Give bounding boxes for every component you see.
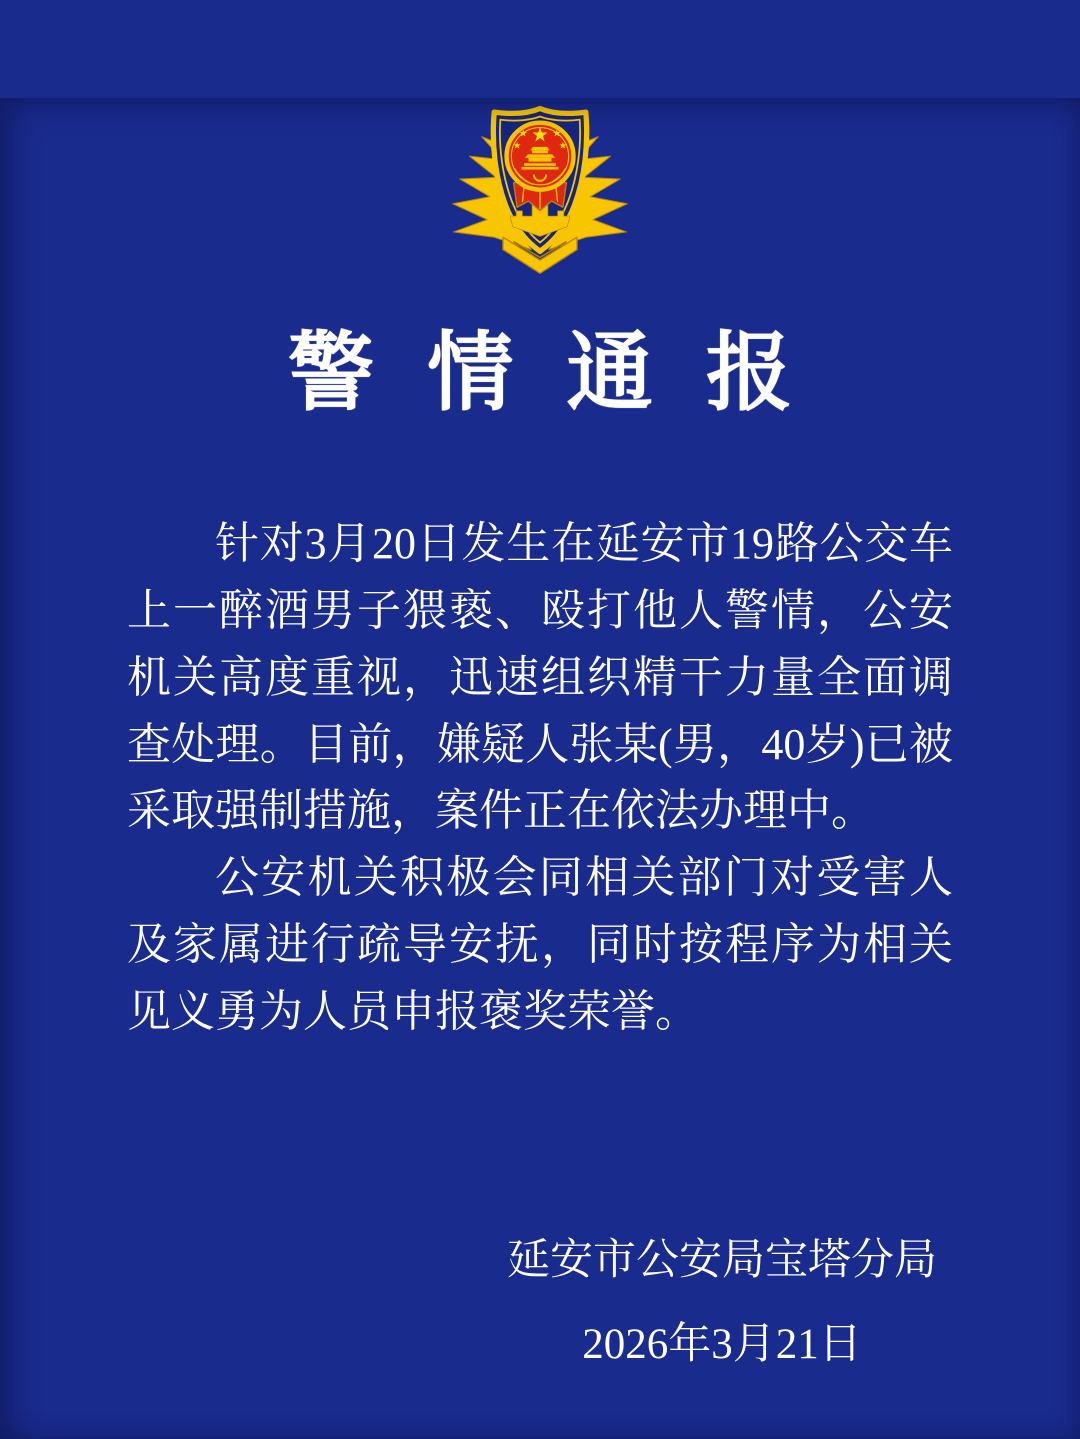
notice-footer — [500, 1226, 944, 1379]
notice-paragraph: 针对3月20日发生在延安市19路公交车上一醉酒男子猥亵、殴打他人警情，公安机关高度重视，迅速组织精干力量全面调查处理。目前，嫌疑人张某(男，40岁)已被采取强制措施，案件正在依法办理中。 — [127, 518, 953, 836]
notice-paragraph: 公安机关积极会同相关部门对受害人及家属进行疏导安抚，同时按程序为相关见义勇为人员申报褒奖荣誉。 — [127, 853, 953, 1037]
police-notice-poster — [0, 98, 1080, 1439]
issuing-authority: 延安市公安局宝塔分局 — [507, 1237, 937, 1284]
badge-national-emblem — [507, 123, 574, 190]
notice-date: 2026年3月21日 — [582, 1320, 862, 1368]
police-badge-icon — [450, 98, 630, 276]
notice-title: 警情通报 — [288, 325, 846, 421]
notice-body — [0, 511, 1080, 1046]
